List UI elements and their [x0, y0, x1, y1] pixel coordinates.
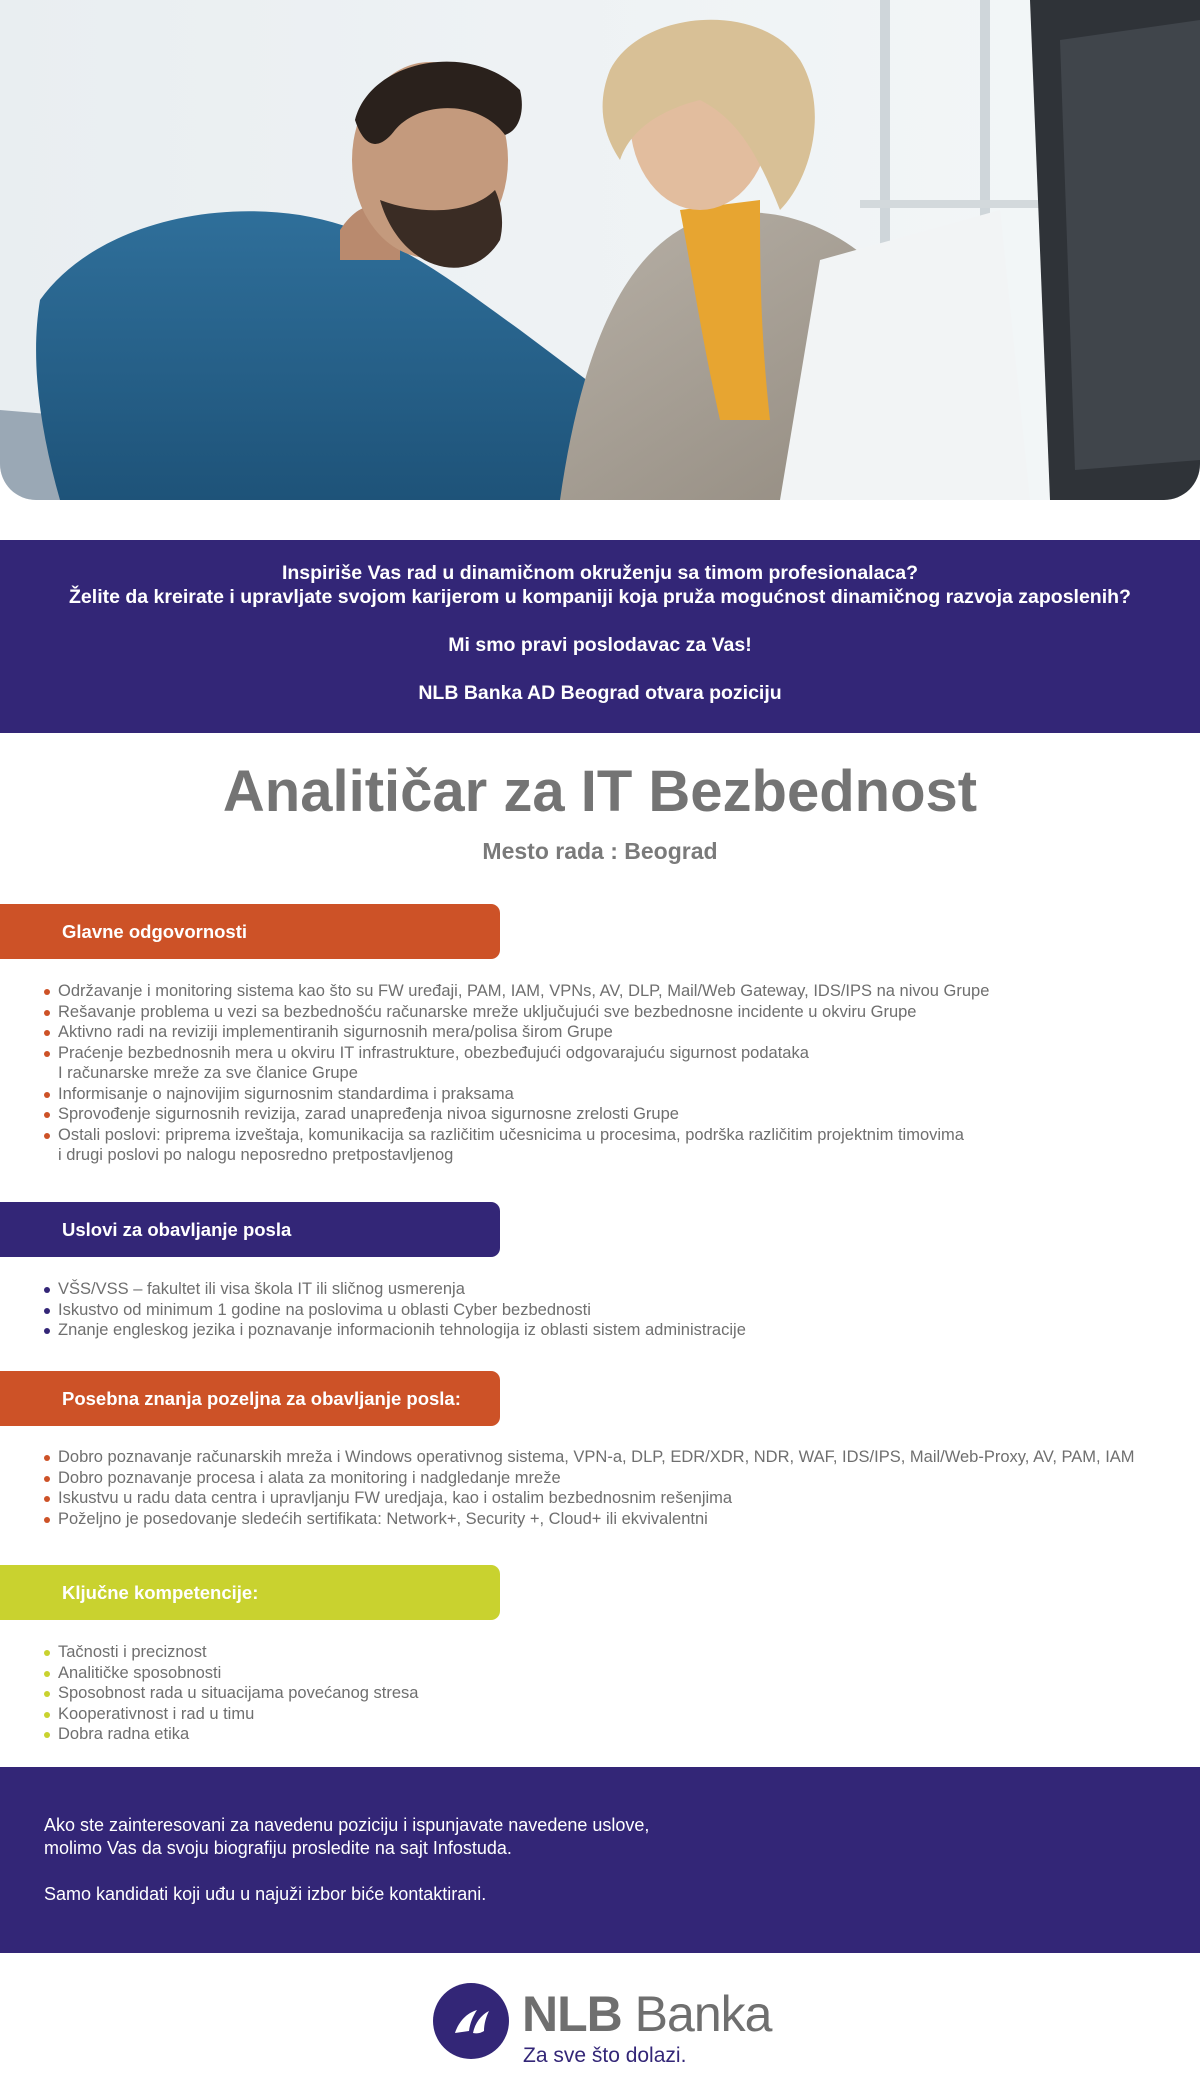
list-item: Praćenje bezbednosnih mera u okviru IT infrastrukture, obezbeđujući odgovarajuću sigurnost podataka I računarske mreže za sve članice Grupe: [44, 1043, 1184, 1084]
responsibilities-list: [44, 981, 1184, 1166]
hero-photo: [0, 0, 1200, 500]
application-info-banner: [0, 1767, 1200, 1953]
bullet-dot-icon: [44, 1455, 50, 1461]
list-item: Dobra radna etika: [44, 1724, 1184, 1745]
bullet-dot-icon: [44, 1476, 50, 1482]
bullet-dot-icon: [44, 1287, 50, 1293]
intro-line-3: Mi smo pravi poslodavac za Vas!: [448, 634, 752, 656]
list-item: Sposobnost rada u situacijama povećanog stresa: [44, 1683, 1184, 1704]
competencies-list: [44, 1642, 1184, 1745]
section-heading-responsibilities: Glavne odgovornosti: [0, 904, 500, 959]
list-item: VŠS/VSS – fakultet ili visa škola IT ili sličnog usmerenja: [44, 1279, 1184, 1300]
list-item: Poželjno je posedovanje sledećih sertifikata: Network+, Security +, Cloud+ ili ekvivalentni: [44, 1509, 1184, 1530]
logo-name-bold: NLB: [522, 1986, 622, 2042]
list-item: Sprovođenje sigurnosnih revizija, zarad unapređenja nivoa sigurnosne zrelosti Grupe: [44, 1104, 1184, 1125]
job-title: Analitičar za IT Bezbednost: [222, 759, 978, 824]
outro-line-3: Samo kandidati koji uđu u najuži izbor biće kontaktirani.: [44, 1884, 487, 1904]
list-item: Dobro poznavanje računarskih mreža i Windows operativnog sistema, VPN-a, DLP, EDR/XDR, NDR, WAF, IDS/IPS, Mail/Web-Proxy, AV, PAM, IAM: [44, 1447, 1184, 1468]
logo-tagline: Za sve što dolazi.: [523, 2044, 687, 2067]
nlb-logo-icon: [433, 1983, 509, 2059]
section-heading-requirements: Uslovi za obavljanje posla: [0, 1202, 500, 1257]
hero-photo-illustration: [0, 0, 1200, 500]
nlb-banka-logo: [432, 1980, 792, 2080]
list-item: Znanje engleskog jezika i poznavanje informacionih tehnologija iz oblasti sistem administracije: [44, 1320, 1184, 1341]
nlb-logo-mark-shape: [433, 1983, 509, 2059]
outro-line-1: Ako ste zainteresovani za navedenu poziciju i ispunjavate navedene uslove,: [44, 1815, 650, 1835]
list-item-continuation: I računarske mreže za sve članice Grupe: [58, 1064, 358, 1082]
list-item: Iskustvo od minimum 1 godine na poslovima u oblasti Cyber bezbednosti: [44, 1300, 1184, 1321]
bullet-dot-icon: [44, 1092, 50, 1098]
bullet-dot-icon: [44, 1671, 50, 1677]
list-item: Dobro poznavanje procesa i alata za monitoring i nadgledanje mreže: [44, 1468, 1184, 1489]
list-item: Analitičke sposobnosti: [44, 1663, 1184, 1684]
job-location: Mesto rada : Beograd: [482, 838, 718, 864]
bullet-dot-icon: [44, 1691, 50, 1697]
bullet-dot-icon: [44, 1030, 50, 1036]
bullet-dot-icon: [44, 1051, 50, 1057]
list-item-continuation: i drugi poslovi po nalogu neposredno pretpostavljenog: [58, 1146, 454, 1164]
intro-line-1: Inspiriše Vas rad u dinamičnom okruženju sa timom profesionalaca?: [281, 562, 919, 584]
list-item: Tačnosti i preciznost: [44, 1642, 1184, 1663]
bullet-dot-icon: [44, 1517, 50, 1523]
logo-wordmark: [522, 1982, 771, 2046]
list-item: Aktivno radi na reviziji implementiranih sigurnosnih mera/polisa širom Grupe: [44, 1022, 1184, 1043]
intro-banner: [0, 540, 1200, 733]
section-heading-special-skills: Posebna znanja pozeljna za obavljanje posla:: [0, 1371, 500, 1426]
intro-line-4: NLB Banka AD Beograd otvara poziciju: [418, 682, 782, 704]
bullet-dot-icon: [44, 1112, 50, 1118]
intro-line-2: Želite da kreirate i upravljate svojom karijerom u kompaniji koja pruža mogućnost dinamičnog razvoja zaposlenih?: [69, 586, 1131, 608]
logo-name-regular: Banka: [621, 1986, 772, 2042]
bullet-dot-icon: [44, 1496, 50, 1502]
outro-line-2: molimo Vas da svoju biografiju prosledite na sajt Infostuda.: [44, 1838, 512, 1858]
bullet-dot-icon: [44, 1650, 50, 1656]
bullet-dot-icon: [44, 1308, 50, 1314]
bullet-dot-icon: [44, 1732, 50, 1738]
bullet-dot-icon: [44, 1712, 50, 1718]
list-item: Kooperativnost i rad u timu: [44, 1704, 1184, 1725]
list-item: Informisanje o najnovijim sigurnosnim standardima i praksama: [44, 1084, 1184, 1105]
list-item: Rešavanje problema u vezi sa bezbednošću računarske mreže uključujući sve bezbednosne incidente u okviru Grupe: [44, 1002, 1184, 1023]
bullet-dot-icon: [44, 1010, 50, 1016]
requirements-list: [44, 1279, 1184, 1341]
section-heading-competencies: Ključne kompetencije:: [0, 1565, 500, 1620]
special-skills-list: [44, 1447, 1184, 1529]
bullet-dot-icon: [44, 1133, 50, 1139]
bullet-dot-icon: [44, 989, 50, 995]
list-item: Iskustvu u radu data centra i upravljanju FW uredjaja, kao i ostalim bezbednosnim rešenjima: [44, 1488, 1184, 1509]
list-item: Ostali poslovi: priprema izveštaja, komunikacija sa različitim učesnicima u procesima, podrška različitim projektnim timovima i drugi poslovi po nalogu neposredno pretpostavljenog: [44, 1125, 1184, 1166]
bullet-dot-icon: [44, 1328, 50, 1334]
list-item: Održavanje i monitoring sistema kao što su FW uređaji, PAM, IAM, VPNs, AV, DLP, Mail/Web Gateway, IDS/IPS na nivou Grupe: [44, 981, 1184, 1002]
